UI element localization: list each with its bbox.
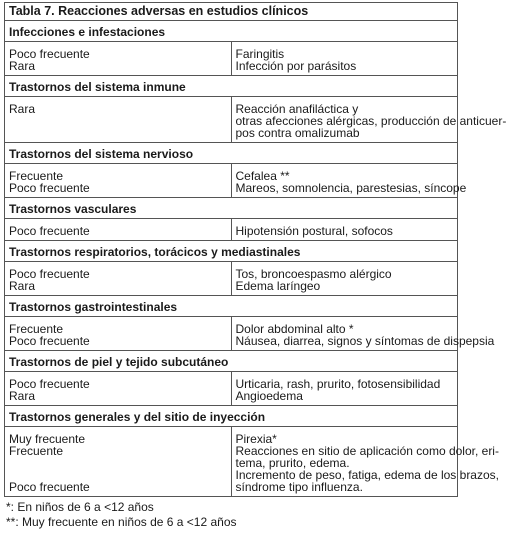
- frequency-cell: [5, 164, 232, 198]
- table-row: [5, 317, 458, 351]
- table-row: [5, 164, 458, 198]
- frequency-label: Rara: [9, 279, 36, 293]
- frequency-cell: [5, 427, 232, 497]
- table-row: [5, 427, 458, 497]
- effect-text: Dolor abdominal alto *: [235, 322, 354, 336]
- effect-text: Hipotensión postural, sofocos: [235, 224, 393, 238]
- category-row: [5, 143, 458, 164]
- effect-text: Pirexia*: [235, 432, 277, 446]
- adverse-reactions-table-container: [4, 2, 506, 530]
- frequency-label: Frecuente: [9, 444, 64, 458]
- frequency-label: Poco frecuente: [9, 224, 90, 238]
- table-row: [5, 372, 458, 406]
- category-row: [5, 296, 458, 317]
- footnotes: [4, 500, 458, 530]
- effect-cell: [231, 219, 458, 241]
- footnote-1: *: En niños de 6 a <12 años: [6, 500, 154, 514]
- category-row: [5, 21, 458, 42]
- table-row: [5, 97, 458, 143]
- frequency-label: Poco frecuente: [9, 181, 90, 195]
- category-row: [5, 76, 458, 97]
- table-row: [5, 219, 458, 241]
- frequency-label: Poco frecuente: [9, 334, 90, 348]
- category-heading: Trastornos generales y del sitio de inyección: [5, 406, 458, 427]
- category-heading: Trastornos respiratorios, torácicos y mediastinales: [5, 241, 458, 262]
- category-row: [5, 198, 458, 219]
- effect-text: Reacción anafiláctica y: [235, 102, 359, 116]
- table-title-row: [5, 3, 458, 21]
- frequency-label: Poco frecuente: [9, 377, 90, 391]
- adverse-reactions-table: [4, 2, 506, 497]
- category-row: [5, 351, 458, 372]
- frequency-cell: [5, 317, 232, 351]
- table-row: [5, 262, 458, 296]
- effect-text: Faringitis: [235, 47, 285, 61]
- effect-text: Angioedema: [235, 389, 303, 403]
- effect-text: Mareos, somnolencia, parestesias, síncope: [235, 181, 467, 195]
- category-heading: Infecciones e infestaciones: [5, 21, 458, 42]
- effect-text: Náusea, diarrea, signos y síntomas de dispepsia: [235, 334, 495, 348]
- table-title: Tabla 7. Reacciones adversas en estudios clínicos: [5, 3, 458, 21]
- frequency-cell: [5, 262, 232, 296]
- category-row: [5, 241, 458, 262]
- effect-text: tema, prurito, edema.: [235, 456, 350, 470]
- effect-text: pos contra omalizumab: [235, 126, 360, 140]
- effect-text: Urticaria, rash, prurito, fotosensibilidad: [235, 377, 441, 391]
- effect-cell: [231, 97, 506, 143]
- frequency-label: Muy frecuente: [9, 432, 86, 446]
- effect-text: Infección por parásitos: [235, 59, 357, 73]
- effect-cell: [231, 317, 495, 351]
- category-row: [5, 406, 458, 427]
- frequency-cell: [5, 219, 232, 241]
- effect-text: Tos, broncoespasmo alérgico: [235, 267, 392, 281]
- frequency-cell: [5, 372, 232, 406]
- effect-cell: [231, 42, 458, 76]
- frequency-label: Poco frecuente: [9, 267, 90, 281]
- frequency-label: Rara: [9, 389, 36, 403]
- category-heading: Trastornos gastrointestinales: [5, 296, 458, 317]
- frequency-label: Poco frecuente: [9, 47, 90, 61]
- frequency-label: Poco frecuente: [9, 480, 90, 494]
- category-heading: Trastornos de piel y tejido subcutáneo: [5, 351, 458, 372]
- effect-cell: [231, 164, 467, 198]
- table-row: [5, 42, 458, 76]
- category-heading: Trastornos del sistema nervioso: [5, 143, 458, 164]
- effect-text: Cefalea **: [235, 169, 290, 183]
- category-heading: Trastornos del sistema inmune: [5, 76, 458, 97]
- effect-text: Reacciones en sitio de aplicación como dolor, eri-: [235, 444, 499, 458]
- effect-cell: [231, 427, 499, 497]
- frequency-cell: [5, 97, 232, 143]
- frequency-label: Rara: [9, 102, 36, 116]
- frequency-label: Rara: [9, 59, 36, 73]
- frequency-label: Frecuente: [9, 322, 64, 336]
- footnote-2: **: Muy frecuente en niños de 6 a <12 años: [6, 515, 237, 529]
- category-heading: Trastornos vasculares: [5, 198, 458, 219]
- effect-cell: [231, 262, 458, 296]
- effect-text: síndrome tipo influenza.: [235, 480, 363, 494]
- effect-text: otras afecciones alérgicas, producción de anticuer-: [235, 114, 506, 128]
- frequency-cell: [5, 42, 232, 76]
- frequency-label: [9, 457, 227, 469]
- effect-text: Edema laríngeo: [235, 279, 321, 293]
- effect-text: Incremento de peso, fatiga, edema de los brazos,: [235, 468, 499, 482]
- effect-cell: [231, 372, 458, 406]
- frequency-label: Frecuente: [9, 169, 64, 183]
